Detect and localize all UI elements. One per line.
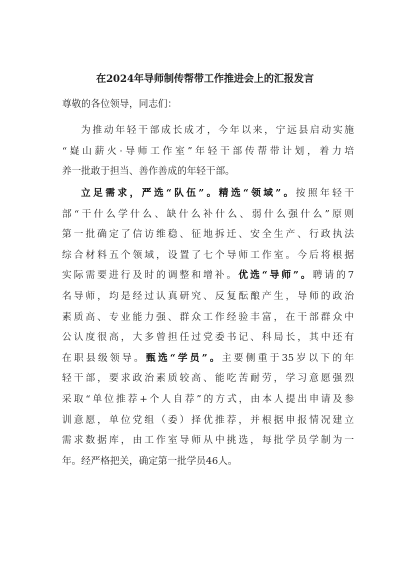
section-line: 轻干部，要求政治素质较高、能吃苦耐劳，学习意愿强烈 [62,373,354,385]
section-line: 第一批确定了信访维稳、征地拆迁、安全生产、行政执法 [62,229,354,241]
section-line: 需求数据库，由工作室导师从中挑选，每批学员学制为一 [62,435,354,447]
intro-line: 养一批敢于担当、善作善成的年轻干部。 [62,166,235,178]
salutation: 尊敬的各位领导，同志们： [62,99,178,110]
section-line [62,184,354,205]
section-text: 按照年轻干 [295,188,354,199]
intro-line: 为推动年轻干部成长成才，今年以来，宁远县启动实施 [81,125,354,136]
section-text: 聘请的7 [312,270,354,282]
section-line: 部“干什么学什么、缺什么补什么、弱什么强什么”原则 [62,208,354,220]
section-text: 实际需要进行及时的调整和增补。 [62,270,239,282]
section-line: 年。经严格把关，确定第一批学员46人。 [62,455,238,467]
section-text: 在职县级领导。 [62,352,146,364]
section-line: 公认度很高，大多曾担任过党委书记、科局长，其中还有 [62,332,354,344]
section-line [62,266,354,287]
section-line: 素质高、专业能力强、群众工作经验丰富，在干部群众中 [62,311,354,323]
document-title: 在2024年导师制传帮带工作推进会上的汇报发言 [96,74,314,85]
section-line: 采取“单位推荐+个人自荐”的方式，由本人提出申请及参 [62,393,354,405]
section-line [62,349,354,370]
section-line: 综合材料五个领域，设置了七个导师工作室。今后将根据 [62,249,354,261]
section-text: 主要侧重于35岁以下的年 [221,352,354,364]
mentor-heading: 优选“导师”。 [238,270,313,282]
section-line: 名导师，均是经过认真研究、反复酝酿产生，导师的政治 [62,290,354,302]
section-heading: 立足需求，严选“队伍”。精选“领域”。 [81,188,296,199]
student-heading: 甄选“学员”。 [145,352,222,364]
section-line: 训意愿，单位党组（委）择优推荐，并根据申报情况建立 [62,414,354,426]
intro-line: “嶷山薪火·导师工作室”年轻干部传帮带计划，着力培 [62,145,354,157]
section-paragraph [62,184,354,472]
intro-paragraph [62,121,354,183]
